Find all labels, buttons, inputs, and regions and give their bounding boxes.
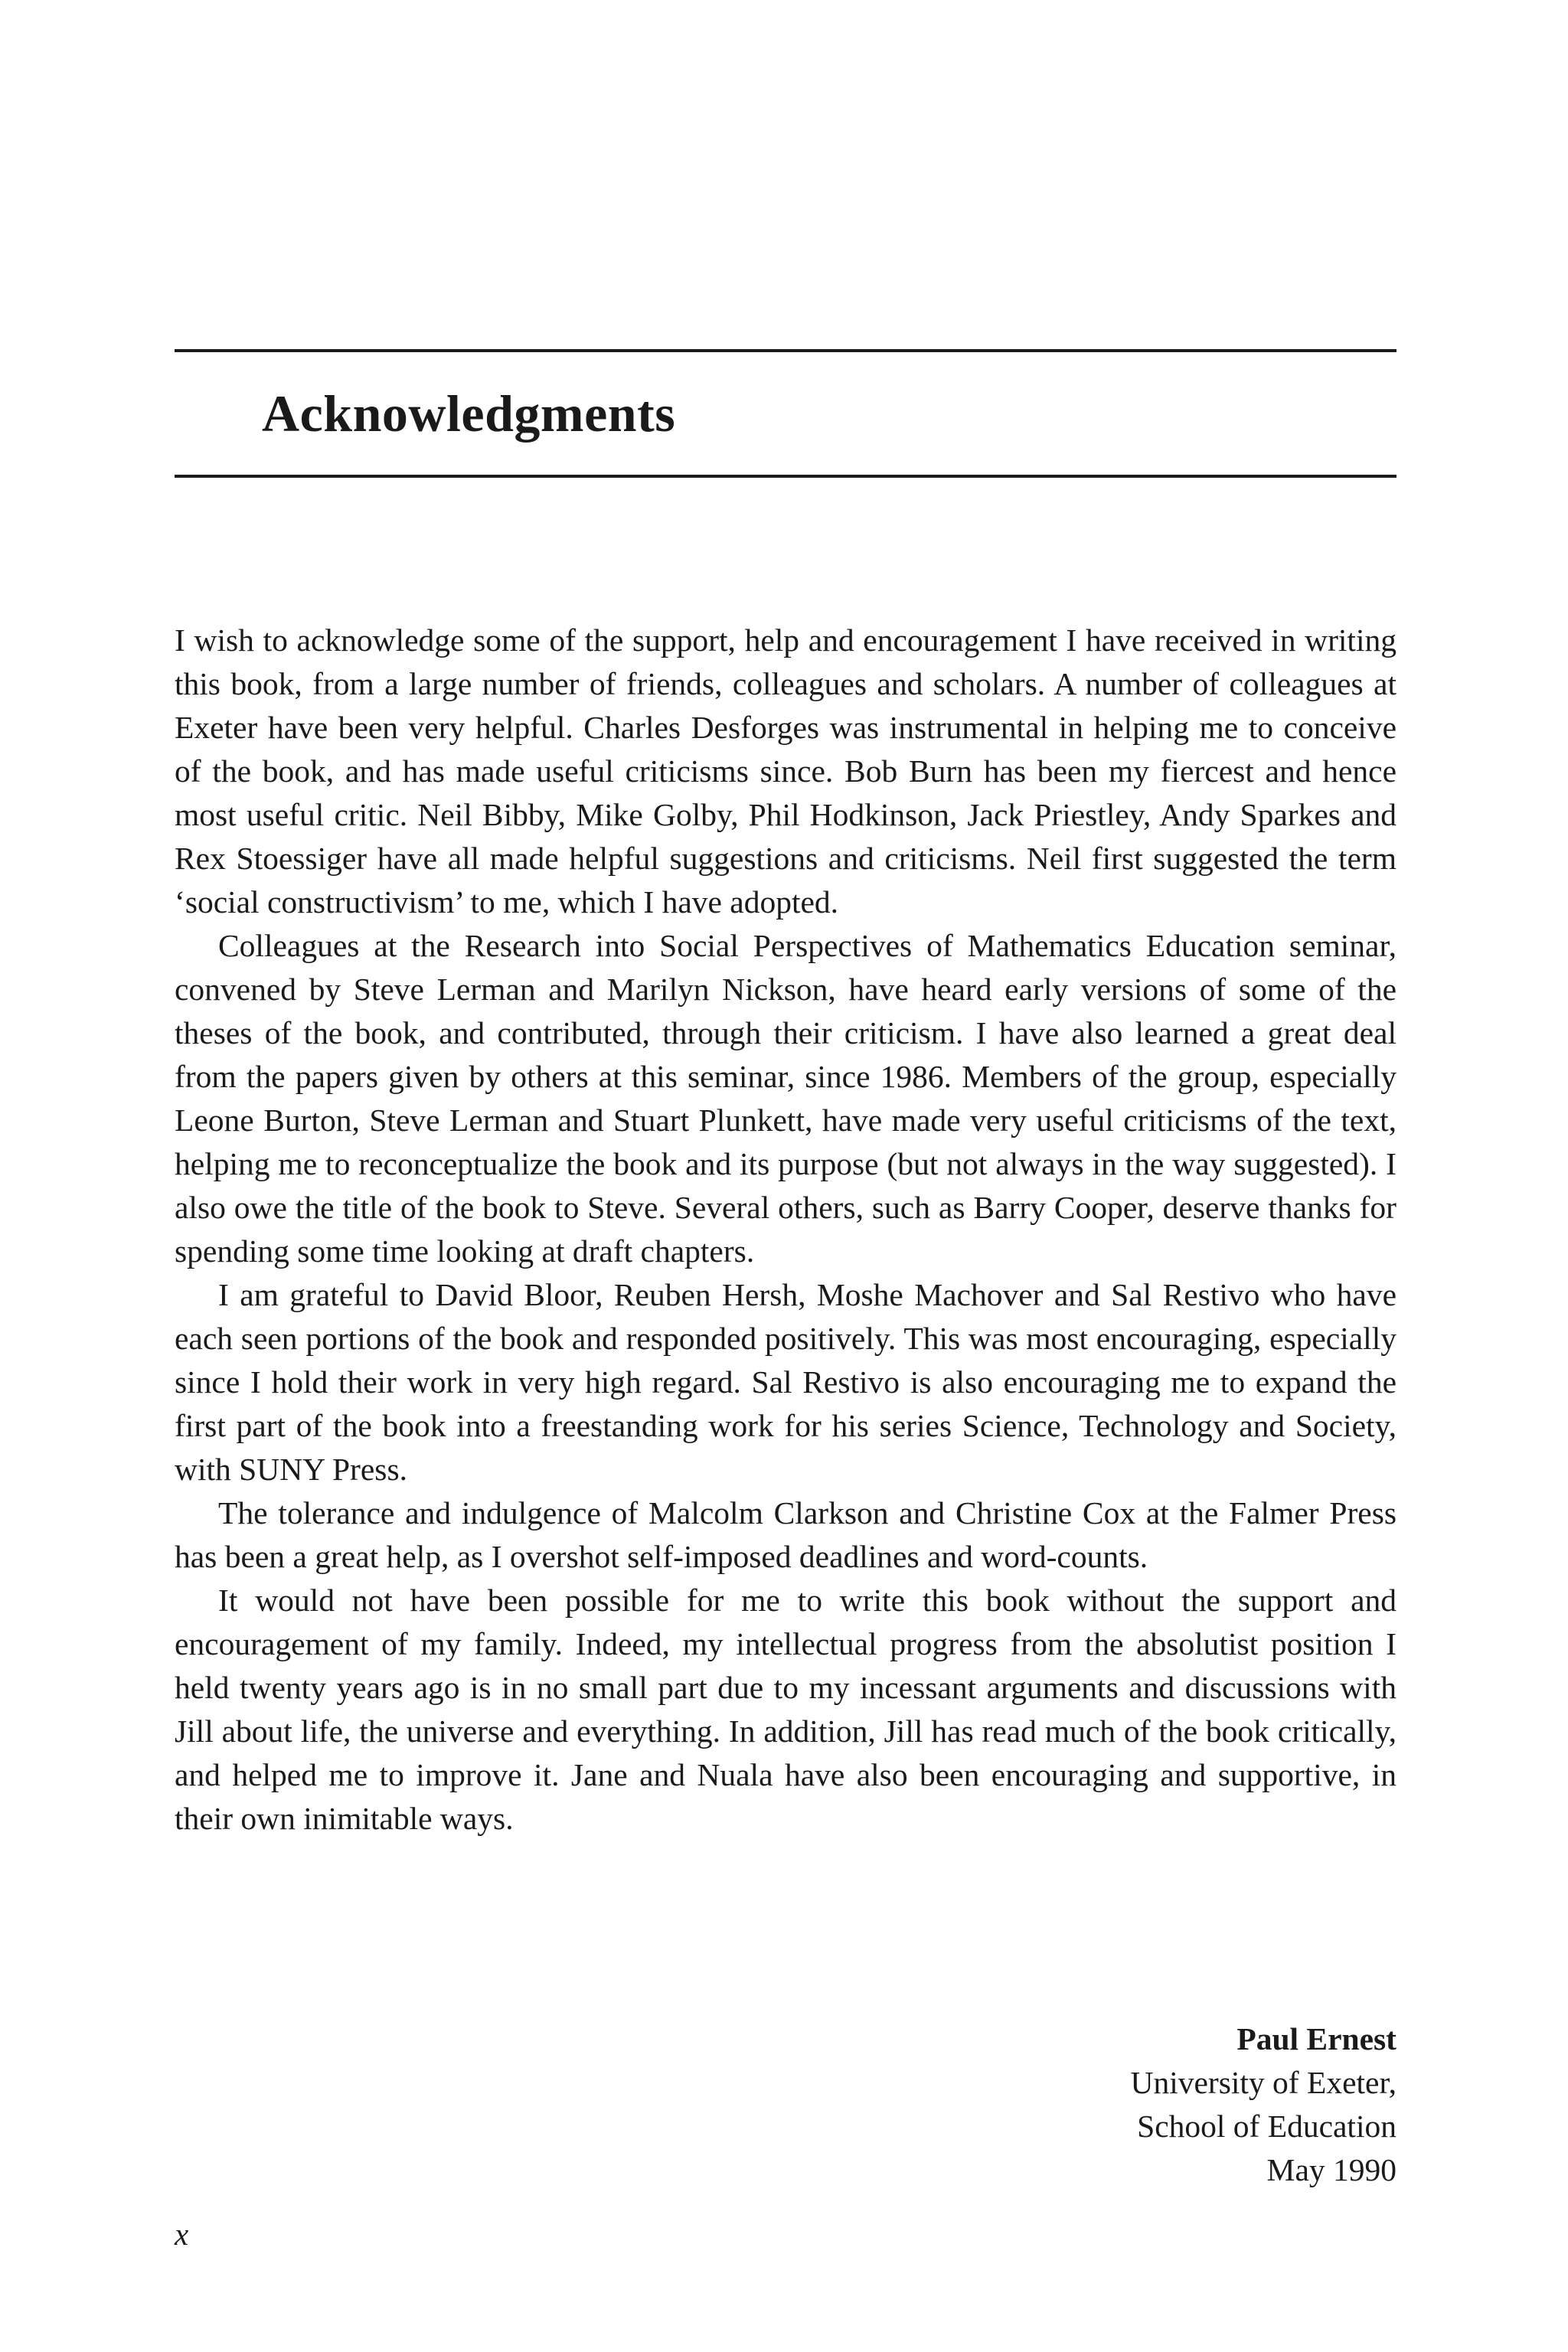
author-affiliation-school: School of Education — [1137, 2109, 1396, 2144]
heading-bottom-rule — [175, 475, 1396, 478]
author-name: Paul Ernest — [1236, 2021, 1396, 2056]
author-affiliation-university: University of Exeter, — [1130, 2065, 1396, 2100]
paragraph-4: The tolerance and indulgence of Malcolm Clarkson and Christine Cox at the Falmer Press has been a great help, as I overshot self-imposed deadlines and word-counts. — [175, 1495, 1396, 1574]
paragraph-3: I am grateful to David Bloor, Reuben Hersh, Moshe Machover and Sal Restivo who have each seen portions of the book and responded positively. This was most encouraging, especially since I hold their work in very high regard. Sal Restivo is also encouraging me to expand the first part of the book into a freestanding work for his series Science, Technology and Society, with SUNY Press. — [175, 1277, 1396, 1487]
page-number: x — [175, 2216, 189, 2252]
paragraph-2: Colleagues at the Research into Social Perspectives of Mathematics Education seminar, convened by Steve Lerman and Marilyn Nickson, have heard early versions of some of the theses of the book, and contributed, through their criticism. I have also learned a great deal from the papers given by others at this seminar, since 1986. Members of the group, especially Leone Burton, Steve Lerman and Stuart Plunkett, have made very useful criticisms of the text, helping me to reconceptualize the book and its purpose (but not always in the way suggested). I also owe the title of the book to Steve. Several others, such as Barry Cooper, deserve thanks for spending some time looking at draft chapters. — [175, 928, 1396, 1269]
page-title: Acknowledgments — [262, 384, 676, 443]
signature-block — [1130, 2017, 1396, 2192]
paragraph-5: It would not have been possible for me to write this book without the support and encouragement of my family. Indeed, my intellectual progress from the absolutist position I held twenty years ago is in no small part due to my incessant arguments and discussions with Jill about life, the universe and everything. In addition, Jill has read much of the book critically, and helped me to improve it. Jane and Nuala have also been encouraging and supportive, in their own inimitable ways. — [175, 1583, 1396, 1836]
heading-top-rule — [175, 349, 1396, 352]
signature-date: May 1990 — [1266, 2152, 1396, 2187]
paragraph-1: I wish to acknowledge some of the support, help and encouragement I have received in writing this book, from a large number of friends, colleagues and scholars. A number of colleagues at Exeter have been very helpful. Charles Desforges was instrumental in helping me to conceive of the book, and has made useful criticisms since. Bob Burn has been my fiercest and hence most useful critic. Neil Bibby, Mike Golby, Phil Hodkinson, Jack Priestley, Andy Sparkes and Rex Stoessiger have all made helpful suggestions and criticisms. Neil first suggested the term ‘social constructivism’ to me, which I have adopted. — [175, 622, 1396, 920]
acknowledgments-body — [175, 619, 1396, 1841]
